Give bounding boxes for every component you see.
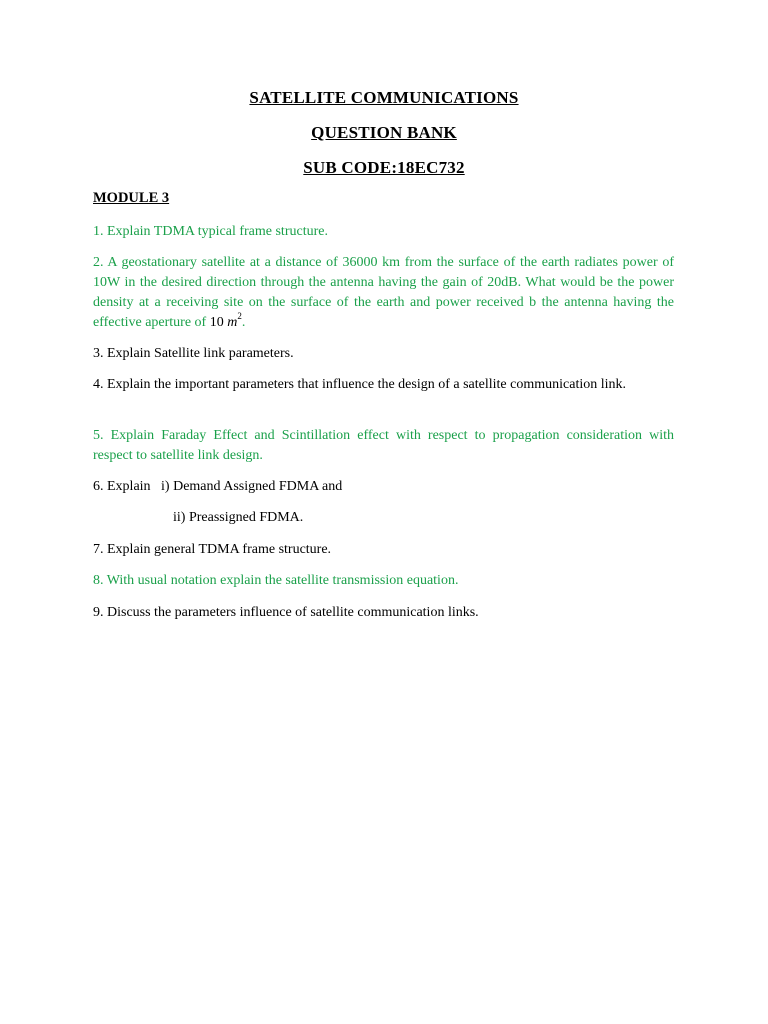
document-title: SATELLITE COMMUNICATIONS: [249, 88, 519, 107]
subject-code: SUB CODE:18EC732: [303, 158, 465, 177]
aperture-exponent: 2: [237, 311, 242, 322]
question-3: 3. Explain Satellite link parameters.: [93, 346, 294, 361]
aperture-unit: m: [227, 315, 238, 330]
module-heading: MODULE 3: [93, 190, 170, 206]
document-subtitle: QUESTION BANK: [311, 123, 457, 142]
question-9: 9. Discuss the parameters influence of satellite communication links.: [93, 605, 479, 620]
question-2: [93, 253, 674, 333]
question-7: 7. Explain general TDMA frame structure.: [93, 542, 332, 557]
aperture-coefficient: 10: [209, 315, 224, 330]
aperture-formula: [209, 311, 242, 330]
question-8: 8. With usual notation explain the satellite transmission equation.: [93, 573, 459, 588]
question-6: 6. Explain i) Demand Assigned FDMA and: [93, 479, 343, 494]
question-5: 5. Explain Faraday Effect and Scintillation effect with respect to propagation consideration with respect to satellite link design.: [93, 428, 674, 463]
question-2-text: 2. A geostationary satellite at a distance of 36000 km from the surface of the earth radiates power of 10W in the desired direction through the antenna having the gain of 20dB. What would be the power density at a receiving site on the surface of the earth and power received b the antenna having the effective aperture of: [93, 255, 674, 330]
question-2-tail: .: [241, 315, 246, 330]
question-1: 1. Explain TDMA typical frame structure.: [93, 224, 328, 239]
question-6-part-2: ii) Preassigned FDMA.: [173, 510, 304, 525]
question-4: 4. Explain the important parameters that influence the design of a satellite communication link.: [93, 377, 627, 392]
